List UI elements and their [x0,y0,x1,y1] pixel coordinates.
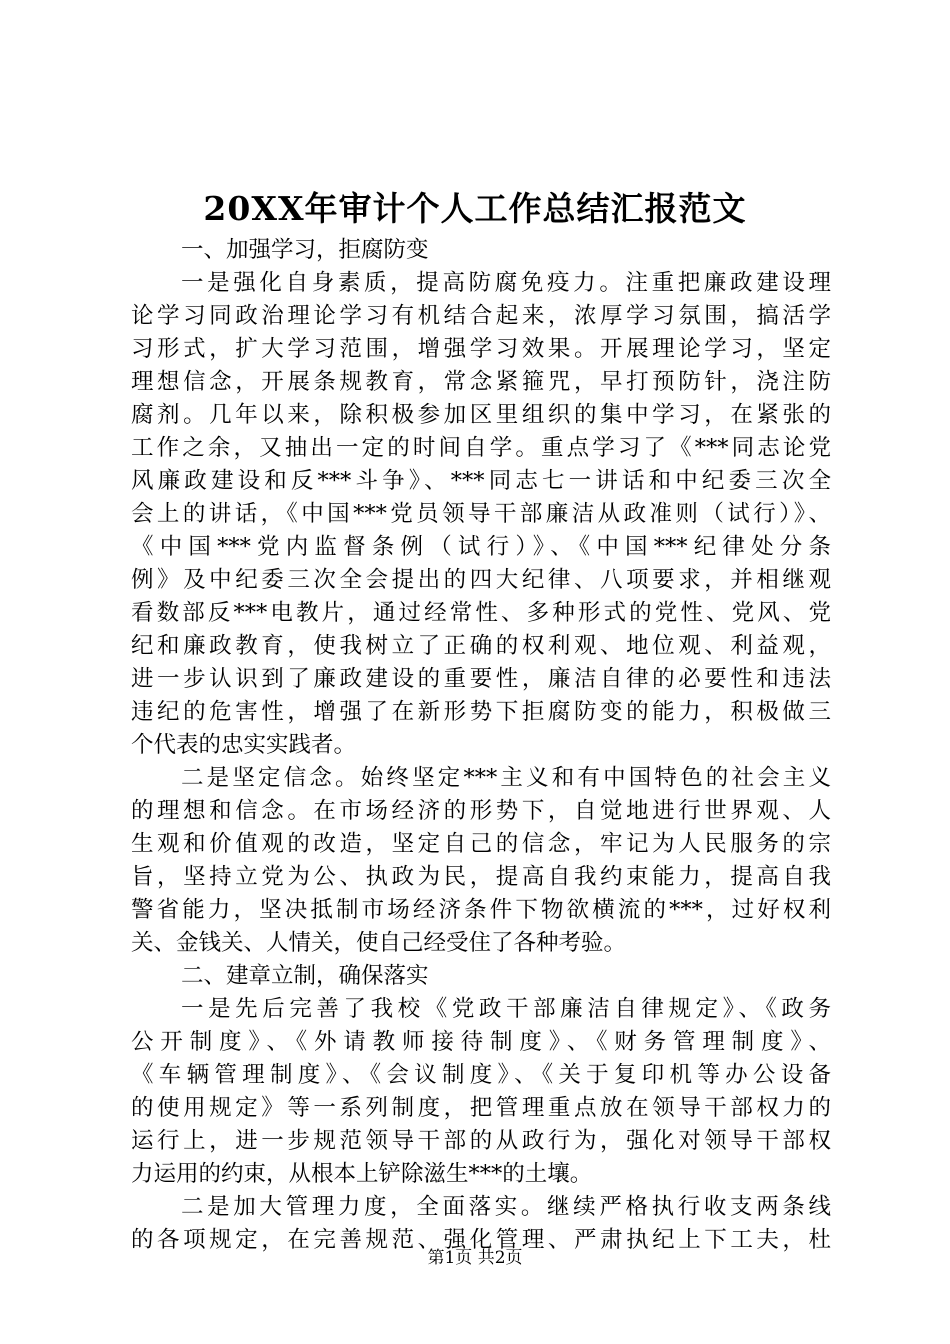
paragraph-line: 关、金钱关、人情关，使自己经受住了各种考验。 [131,930,627,956]
paragraph-line: 看数部反***电教片，通过经常性、多种形式的党性、党风、党 [131,600,831,626]
paragraph-line: 工作之余，又抽出一定的时间自学。重点学习了《***同志论党 [131,435,831,461]
paragraph-line: 《车辆管理制度》、《会议制度》、《关于复印机等办公设备 [131,1062,831,1088]
paragraph-line: 运行上，进一步规范领导干部的从政行为，强化对领导干部权 [131,1128,831,1154]
paragraph-line: 一是强化自身素质，提高防腐免疫力。注重把廉政建设理 [181,270,831,296]
paragraph-line: 的理想和信念。在市场经济的形势下，自觉地进行世界观、人 [131,798,831,824]
paragraph-line: 二是加大管理力度，全面落实。继续严格执行收支两条线 [181,1194,831,1220]
paragraph-line: 旨，坚持立党为公、执政为民，提高自我约束能力，提高自我 [131,864,831,890]
paragraph-line: 《中国***党内监督条例（试行）》、《中国***纪律处分条 [131,534,831,560]
paragraph-line: 论学习同政治理论学习有机结合起来，浓厚学习氛围，搞活学 [131,303,831,329]
section-heading-2: 二、建章立制，确保落实 [181,963,429,989]
paragraph-line: 警省能力，坚决抵制市场经济条件下物欲横流的***，过好权利 [131,897,831,923]
paragraph-line: 例》及中纪委三次全会提出的四大纪律、八项要求，并相继观 [131,567,831,593]
paragraph-line: 生观和价值观的改造，坚定自己的信念，牢记为人民服务的宗 [131,831,831,857]
paragraph-line: 纪和廉政教育，使我树立了正确的权利观、地位观、利益观， [131,633,831,659]
paragraph-line: 腐剂。几年以来，除积极参加区里组织的集中学习，在紧张的 [131,402,831,428]
page-number-footer: 第1页 共2页 [427,1248,523,1268]
section-heading-1: 一、加强学习，拒腐防变 [181,237,429,263]
paragraph-line: 违纪的危害性，增强了在新形势下拒腐防变的能力，积极做三 [131,699,831,725]
paragraph-line: 的使用规定》等一系列制度，把管理重点放在领导干部权力的 [131,1095,831,1121]
paragraph-line: 进一步认识到了廉政建设的重要性，廉洁自律的必要性和违法 [131,666,831,692]
paragraph-line: 个代表的忠实实践者。 [131,732,357,758]
paragraph-line: 力运用的约束，从根本上铲除滋生***的土壤。 [131,1161,593,1187]
paragraph-line: 一是先后完善了我校《党政干部廉洁自律规定》、《政务 [181,996,831,1022]
paragraph-line: 习形式，扩大学习范围，增强学习效果。开展理论学习，坚定 [131,336,831,362]
paragraph-line: 理想信念，开展条规教育，常念紧箍咒，早打预防针，浇注防 [131,369,831,395]
document-body [131,234,831,1257]
document-title: 20XX年审计个人工作总结汇报范文 [203,189,747,228]
paragraph-line: 公开制度》、《外请教师接待制度》、《财务管理制度》、 [131,1029,831,1055]
paragraph-line: 的各项规定，在完善规范、强化管理、严肃执纪上下工夫，杜 [131,1227,831,1253]
paragraph-line: 会上的讲话，《中国***党员领导干部廉洁从政准则（试行）》、 [131,501,831,527]
paragraph-line: 风廉政建设和反***斗争》、***同志七一讲话和中纪委三次全 [131,468,831,494]
paragraph-line: 二是坚定信念。始终坚定***主义和有中国特色的社会主义 [181,765,831,791]
